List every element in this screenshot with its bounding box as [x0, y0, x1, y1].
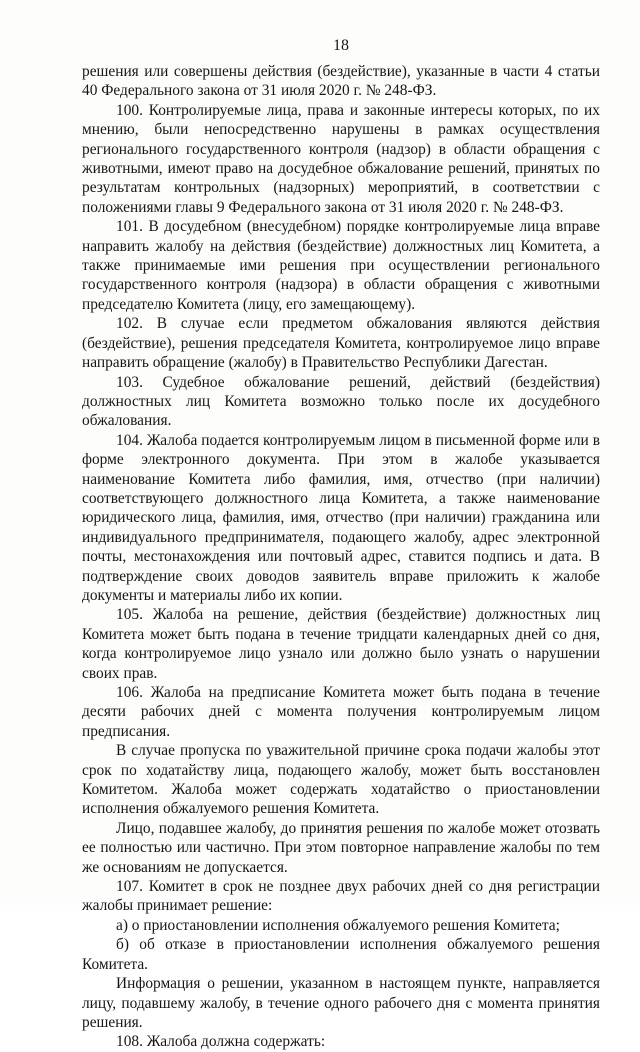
paragraph-103: 103. Судебное обжалование решений, действий (бездействия) должностных лиц Комитета возможно только после их досудебного обжалования.: [82, 373, 600, 430]
paragraph-108: 108. Жалоба должна содержать:: [116, 1033, 326, 1051]
paragraph-106: 106. Жалоба на предписание Комитета может быть подана в течение десяти рабочих дней с момента получения контролируемым лицом предписания.: [82, 684, 600, 740]
paragraph-106-restore: В случае пропуска по уважительной причине срока подачи жалобы этот срок по ходатайству лица, подающего жалобу, может быть восстановлен Комитетом. Жалоба может содержать ходатайство о приостановлении исполнения обжалуемого решения Комитета.: [82, 742, 600, 818]
paragraph-107-a: а) о приостановлении исполнения обжалуемого решения Комитета;: [116, 916, 560, 934]
page-number: 18: [333, 37, 349, 54]
paragraph-107-b: б) об отказе в приостановлении исполнения обжалуемого решения Комитета.: [82, 936, 600, 973]
paragraph-101: 101. В досудебном (внесудебном) порядке контролируемые лица вправе направить жалобу на действия (бездействие) должностных лиц Комитета, а также принимаемые ими решения при осуществлении регионального государственного контроля (надзора) в области обращения с животными председателю Комитета (лицу, его замещающему).: [82, 218, 600, 313]
document-body: [82, 62, 600, 1052]
paragraph-102: 102. В случае если предметом обжалования являются действия (бездействие), решения председателя Комитета, контролируемое лицо вправе направить обращение (жалобу) в Правительство Республики Дагестан.: [82, 315, 600, 372]
paragraph-continuation: решения или совершены действия (бездействие), указанные в части 4 статьи 40 Федерального закона от 31 июля 2020 г. № 248-ФЗ.: [82, 63, 600, 100]
paragraph-107-info: Информация о решении, указанном в настоящем пункте, направляется лицу, подавшему жалобу, в течение одного рабочего дня с момента принятия решения.: [82, 975, 600, 1031]
paragraph-107: 107. Комитет в срок не позднее двух рабочих дней со дня регистрации жалобы принимает решение:: [82, 878, 600, 915]
paragraph-106-withdraw: Лицо, подавшее жалобу, до принятия решения по жалобе может отозвать ее полностью или частично. При этом повторное направление жалобы по тем же основаниям не допускается.: [82, 819, 600, 876]
paragraph-105: 105. Жалоба на решение, действия (бездействие) должностных лиц Комитета может быть подана в течение тридцати календарных дней со дня, когда контролируемое лицо узнало или должно было узнать о нарушении своих прав.: [82, 606, 600, 682]
paragraph-100: 100. Контролируемые лица, права и законные интересы которых, по их мнению, были непосредственно нарушены в рамках осуществления регионального государственного контроля (надзор) в области обращения с животными, имеют право на досудебное обжалование решений, принятых по результатам контрольных (надзорных) мероприятий, в соответствии с положениями главы 9 Федерального закона от 31 июля 2020 г. № 248-ФЗ.: [82, 101, 600, 216]
paragraph-104: 104. Жалоба подается контролируемым лицом в письменной форме или в форме электронного документа. При этом в жалобе указывается наименование Комитета либо фамилия, имя, отчество (при наличии) соответствующего должностного лица Комитета, а также наименование юридического лица, фамилия, имя, отчество (при наличии) гражданина или индивидуального предпринимателя, подающего жалобу, адрес электронной почты, местонахождения или почтовый адрес, ставится подпись и дата. В подтверждение своих доводов заявитель вправе приложить к жалобе документы и материалы либо их копии.: [82, 431, 600, 604]
